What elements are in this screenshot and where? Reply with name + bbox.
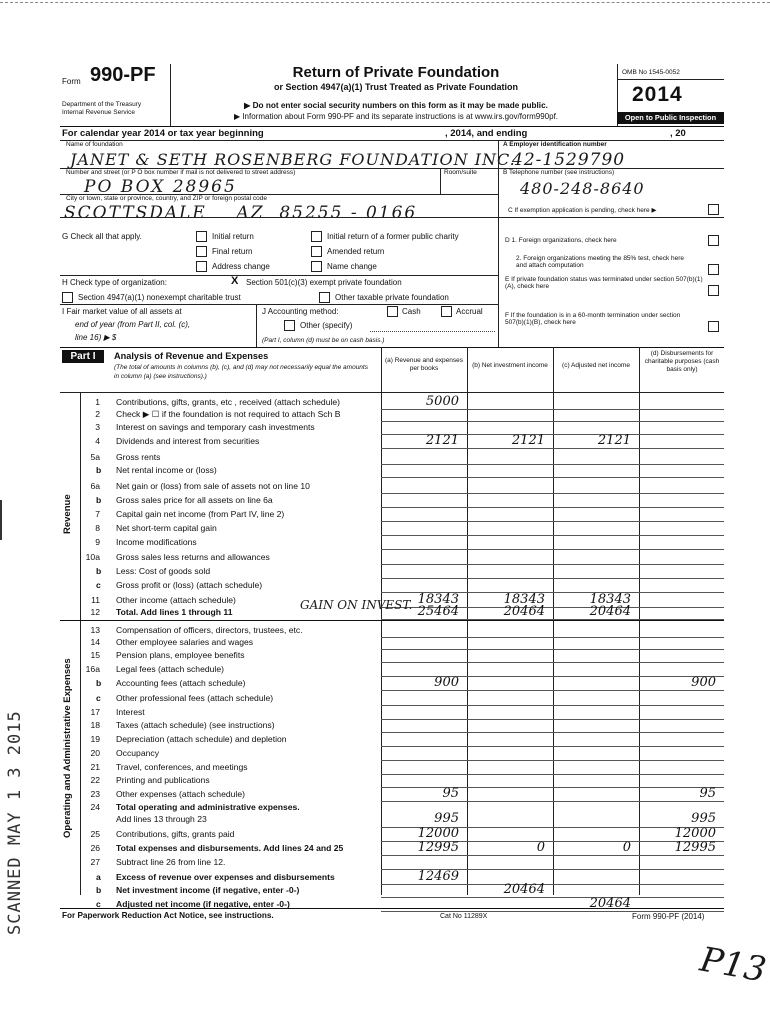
amount-col-b[interactable]: 0 (536, 840, 545, 855)
amount-col-b[interactable]: 2121 (511, 433, 545, 448)
d2-checkbox[interactable] (708, 264, 719, 275)
rule (60, 126, 724, 127)
other-method-line (370, 331, 495, 332)
row-label: Legal fees (attach schedule) (116, 664, 224, 674)
f-label: F If the foundation is in a 60-month termination under section 507(b)(1)(B), check here (505, 312, 681, 326)
exemption-checkbox[interactable] (708, 204, 719, 215)
scan-edge-mark (0, 500, 2, 540)
amount-col-a[interactable]: 5000 (425, 394, 459, 409)
d2-label: 2. Foreign organizations meeting the 85% test, check here and attach computation (516, 255, 685, 269)
row-number: 1 (95, 397, 100, 407)
amount-col-a[interactable]: 900 (434, 675, 459, 690)
row-number: 2 (95, 409, 100, 419)
row-separator (381, 421, 724, 422)
amount-col-a[interactable]: 12995 (417, 840, 459, 855)
row-label: Gross sales less returns and allowances (116, 552, 270, 562)
col-b-left (467, 347, 468, 895)
cash-basis-note: (Part I, column (d) must be on cash basis.) (262, 337, 385, 344)
initial-former-label: Initial return of a former public charity (327, 232, 459, 241)
i-line3: line 16) ▶ $ (75, 333, 117, 342)
row-separator (381, 477, 724, 478)
row-number: 15 (90, 650, 100, 660)
amount-col-c[interactable]: 18343 (589, 592, 631, 607)
amount-col-c[interactable]: 2121 (597, 433, 631, 448)
other-method-label: Other (specify) (300, 321, 353, 330)
amount-col-d[interactable]: 995 (691, 811, 716, 826)
row-number: 12 (90, 607, 100, 617)
row-separator (381, 662, 724, 663)
amount-col-b[interactable]: 20464 (503, 604, 545, 619)
dept-irs: Internal Revenue Service (62, 109, 135, 116)
row-number: 22 (90, 775, 100, 785)
row-separator (381, 448, 724, 449)
row-number: 19 (90, 734, 100, 744)
h-other-label: Other taxable private foundation (335, 293, 449, 302)
rule (60, 347, 724, 348)
row-label: Interest (116, 707, 145, 717)
other-income-note: GAIN ON INVEST. (300, 598, 413, 612)
h-other-checkbox[interactable] (319, 292, 330, 303)
row-number: 25 (90, 829, 100, 839)
i-line2: end of year (from Part II, col. (c), (75, 320, 191, 329)
header-col-divider (498, 140, 499, 217)
amount-col-c[interactable]: 20464 (589, 896, 631, 911)
row-number: 9 (95, 537, 100, 547)
row-separator (381, 535, 724, 536)
row-label: Contributions, gifts, grants, etc , received (attach schedule) (116, 397, 341, 407)
street-value: PO BOX 28965 (84, 177, 237, 197)
j-label: J Accounting method: (262, 307, 339, 316)
row-sub-letter: c (96, 693, 101, 703)
row-label: Less: Cost of goods sold (116, 566, 211, 576)
row-number: 10a (85, 552, 100, 562)
accrual-label: Accrual (456, 307, 483, 316)
col-c-header: (c) Adjusted net income (562, 362, 630, 369)
row-label: Net investment income (if negative, enter -0-) (116, 885, 300, 895)
amount-col-d[interactable]: 95 (699, 786, 716, 801)
col-b-header: (b) Net investment income (472, 362, 548, 369)
amount-col-a[interactable]: 95 (442, 786, 459, 801)
ij-divider (256, 304, 257, 347)
row-label: Other income (attach schedule) (116, 595, 236, 605)
row-number: 21 (90, 762, 100, 772)
row-number: 27 (90, 857, 100, 867)
row-label-continued: Add lines 13 through 23 (116, 814, 207, 824)
e-checkbox[interactable] (708, 285, 719, 296)
row-separator (381, 705, 724, 706)
h-501c3-label: Section 501(c)(3) exempt private foundation (246, 278, 402, 287)
row-sub-letter: c (96, 580, 101, 590)
row-number: 20 (90, 748, 100, 758)
row-sub-letter: c (96, 899, 101, 909)
rule (60, 304, 498, 305)
row-sub-letter: b (96, 465, 102, 475)
revenue-expense-divider (60, 620, 724, 621)
rule (60, 217, 724, 218)
rule (60, 275, 498, 276)
row-label: Compensation of officers, directors, trustees, etc. (116, 625, 303, 635)
instruction-info: ▶ Information about Form 990-PF and its separate instructions is at www.irs.gov/form990pf. (233, 112, 559, 121)
part1-badge: Part I (62, 350, 104, 363)
scanned-stamp: SCANNED MAY 1 3 2015 (5, 710, 25, 935)
row-separator (381, 855, 724, 856)
row-separator (381, 549, 724, 550)
phone-label: B Telephone number (see instructions) (503, 169, 615, 176)
amount-col-d[interactable]: 900 (691, 675, 716, 690)
row-separator (381, 897, 724, 898)
amount-col-a[interactable]: 12000 (417, 826, 459, 841)
row-sub-letter: a (96, 872, 101, 882)
row-sub-letter: b (96, 495, 102, 505)
initial-return-label: Initial return (212, 232, 254, 241)
row-label: Gross sales price for all assets on line 6a (116, 495, 273, 505)
amount-col-a[interactable]: 12469 (417, 869, 459, 884)
form-subtitle: or Section 4947(a)(1) Trust Treated as Private Foundation (273, 82, 519, 92)
name-change-checkbox[interactable] (311, 261, 322, 272)
name-change-label: Name change (327, 262, 377, 271)
tax-year: 2014 (632, 83, 683, 106)
e-label: E If private foundation status was terminated under section 507(b)(1)(A), check here (505, 276, 703, 290)
amount-col-b[interactable]: 20464 (503, 882, 545, 897)
amount-col-a[interactable]: 25464 (417, 604, 459, 619)
row-separator (381, 521, 724, 522)
row-label: Contributions, gifts, grants paid (116, 829, 235, 839)
rule (60, 908, 724, 909)
open-public-badge: Open to Public Inspection (617, 112, 724, 124)
rule (60, 392, 724, 393)
row-label: Other professional fees (attach schedule) (116, 693, 274, 703)
form-reference: Form 990-PF (2014) (632, 912, 705, 921)
omb-number: OMB No 1545-0052 (622, 69, 680, 76)
amount-col-b[interactable]: 18343 (503, 592, 545, 607)
row-label: Adjusted net income (if negative, enter -0-) (116, 899, 290, 909)
revenue-side-label: Revenue (62, 494, 73, 534)
row-label: Check ▶ ☐ if the foundation is not required to attach Sch B (116, 409, 341, 419)
row-separator (381, 409, 724, 410)
d1-label: D 1. Foreign organizations, check here (505, 237, 617, 244)
calendar-year-label: For calendar year 2014 or tax year beginning (62, 128, 264, 139)
row-number: 5a (90, 452, 100, 462)
amended-return-checkbox[interactable] (311, 246, 322, 257)
row-number: 6a (90, 481, 100, 491)
final-return-label: Final return (212, 247, 253, 256)
row-separator (381, 649, 724, 650)
final-return-checkbox[interactable] (196, 246, 207, 257)
corner-page-mark: P13 (697, 939, 770, 991)
row-separator (381, 690, 724, 691)
city-value: SCOTTSDALE AZ 85255 - 0166 (64, 203, 418, 223)
row-separator (381, 719, 724, 720)
amount-col-a[interactable]: 2121 (425, 433, 459, 448)
row-label: Subtract line 26 from line 12. (116, 857, 226, 867)
amount-col-c[interactable]: 0 (622, 840, 631, 855)
row-label: Total. Add lines 1 through 11 (116, 607, 233, 617)
row-label: Net rental income or (loss) (116, 465, 217, 475)
row-label: Net short-term capital gain (116, 523, 217, 533)
d1-checkbox[interactable] (708, 235, 719, 246)
row-number: 16a (85, 664, 100, 674)
row-label: Gross rents (116, 452, 161, 462)
row-label: Total operating and administrative expenses. (116, 802, 300, 812)
ein-label: A Employer identification number (503, 141, 607, 148)
amount-col-d[interactable]: 12000 (674, 826, 716, 841)
amount-col-a[interactable]: 995 (434, 811, 459, 826)
omb-underline (617, 79, 724, 80)
row-label: Capital gain net income (from Part IV, line 2) (116, 509, 285, 519)
accrual-checkbox[interactable] (441, 306, 452, 317)
h-4947-label: Section 4947(a)(1) nonexempt charitable trust (78, 293, 241, 302)
row-number: 26 (90, 843, 100, 853)
city-label: City or town, state or province, country, and ZIP or foreign postal code (66, 195, 267, 202)
row-number: 11 (91, 595, 100, 605)
row-separator (381, 507, 724, 508)
f-checkbox[interactable] (708, 321, 719, 332)
row-number: 3 (95, 422, 100, 432)
cat-number: Cat No 11289X (440, 913, 488, 920)
foundation-name: JANET & SETH ROSENBERG FOUNDATION INC. (70, 150, 516, 169)
exemption-label: C If exemption application is pending, check here ▶ (508, 207, 657, 214)
row-label: Interest on savings and temporary cash investments (116, 422, 315, 432)
row-separator (381, 493, 724, 494)
row-label: Other expenses (attach schedule) (116, 789, 245, 799)
row-label: Taxes (attach schedule) (see instructions) (116, 720, 275, 730)
room-divider (440, 168, 441, 194)
row-number: 23 (90, 789, 100, 799)
row-separator (381, 801, 724, 802)
row-number: 14 (90, 637, 100, 647)
row-label: Depreciation (attach schedule) and depletion (116, 734, 287, 744)
paperwork-notice: For Paperwork Reduction Act Notice, see instructions. (62, 911, 274, 920)
part1-title-note: (The total of amounts in columns (b), (c), and (d) may not necessarily equal the amounts in column (a) (see instructions).) (114, 364, 368, 380)
row-label: Accounting fees (attach schedule) (116, 678, 246, 688)
row-label: Income modifications (116, 537, 197, 547)
name-label: Name of foundation (66, 141, 123, 148)
row-separator (381, 732, 724, 733)
part1-title: Analysis of Revenue and Expenses (114, 351, 269, 361)
row-label: Other employee salaries and wages (116, 637, 254, 647)
row-number: 7 (95, 509, 100, 519)
scan-edge-line (0, 2, 770, 3)
and-ending-label: , 2014, and ending (445, 128, 528, 139)
row-separator (381, 884, 724, 885)
row-label: Occupancy (116, 748, 159, 758)
amount-col-a[interactable]: 18343 (417, 592, 459, 607)
dept-treasury: Department of the Treasury (62, 101, 142, 108)
row-separator (381, 746, 724, 747)
header-divider-left (170, 64, 171, 126)
row-separator (381, 637, 724, 638)
row-label: Excess of revenue over expenses and disbursements (116, 872, 335, 882)
row-sub-letter: b (96, 678, 102, 688)
row-label: Pension plans, employee benefits (116, 650, 245, 660)
street-label: Number and street (or P O box number if mail is not delivered to street address) (66, 169, 296, 176)
row-sub-letter: b (96, 566, 102, 576)
h-501c3-mark: X (231, 275, 239, 287)
row-label: Gross profit or (loss) (attach schedule) (116, 580, 263, 590)
g-label: G Check all that apply. (62, 232, 142, 241)
initial-former-checkbox[interactable] (311, 231, 322, 242)
address-change-checkbox[interactable] (196, 261, 207, 272)
col-d-header: (d) Disbursements for charitable purposes (cash basis only) (644, 350, 720, 373)
row-separator (381, 760, 724, 761)
row-label: Printing and publications (116, 775, 210, 785)
h-label: H Check type of organization: (62, 278, 167, 287)
rule (60, 140, 724, 141)
row-number: 17 (90, 707, 100, 717)
amount-col-d[interactable]: 12995 (674, 840, 716, 855)
row-number: 8 (95, 523, 100, 533)
form-prefix: Form (62, 77, 81, 86)
row-number: 24 (90, 802, 100, 812)
i-line1: I Fair market value of all assets at (62, 307, 182, 316)
h-4947-checkbox[interactable] (62, 292, 73, 303)
phone-value: 480-248-8640 (520, 179, 645, 198)
col-a-left (381, 347, 382, 895)
cash-checkbox[interactable] (387, 306, 398, 317)
row-number: 13 (90, 625, 100, 635)
amended-return-label: Amended return (327, 247, 385, 256)
col-d-left (639, 347, 640, 895)
row-separator (381, 578, 724, 579)
row-label: Dividends and interest from securities (116, 436, 260, 446)
initial-return-checkbox[interactable] (196, 231, 207, 242)
row-sub-letter: b (96, 885, 102, 895)
ein-value: 42-1529790 (512, 150, 626, 170)
row-label: Total expenses and disbursements. Add lines 24 and 25 (116, 843, 344, 853)
year-suffix: , 20 (670, 128, 686, 139)
other-method-checkbox[interactable] (284, 320, 295, 331)
row-label: Net gain or (loss) from sale of assets not on line 10 (116, 481, 310, 491)
def-divider (498, 217, 499, 347)
instruction-ssn: ▶ Do not enter social security numbers on this form as it may be made public. (244, 101, 548, 110)
row-number: 4 (95, 436, 100, 446)
row-separator (381, 564, 724, 565)
address-change-label: Address change (212, 262, 270, 271)
row-number: 18 (90, 720, 100, 730)
col-c-left (553, 347, 554, 895)
form-number: 990-PF (90, 64, 156, 86)
form-title: Return of Private Foundation (292, 64, 500, 81)
row-separator (381, 774, 724, 775)
cash-label: Cash (402, 307, 421, 316)
col-a-header: (a) Revenue and expenses per books (384, 357, 464, 372)
amount-col-c[interactable]: 20464 (589, 604, 631, 619)
row-separator (381, 464, 724, 465)
row-label: Travel, conferences, and meetings (116, 762, 248, 772)
room-label: Room/suite (444, 169, 477, 176)
expenses-side-label: Operating and Administrative Expenses (62, 658, 73, 838)
